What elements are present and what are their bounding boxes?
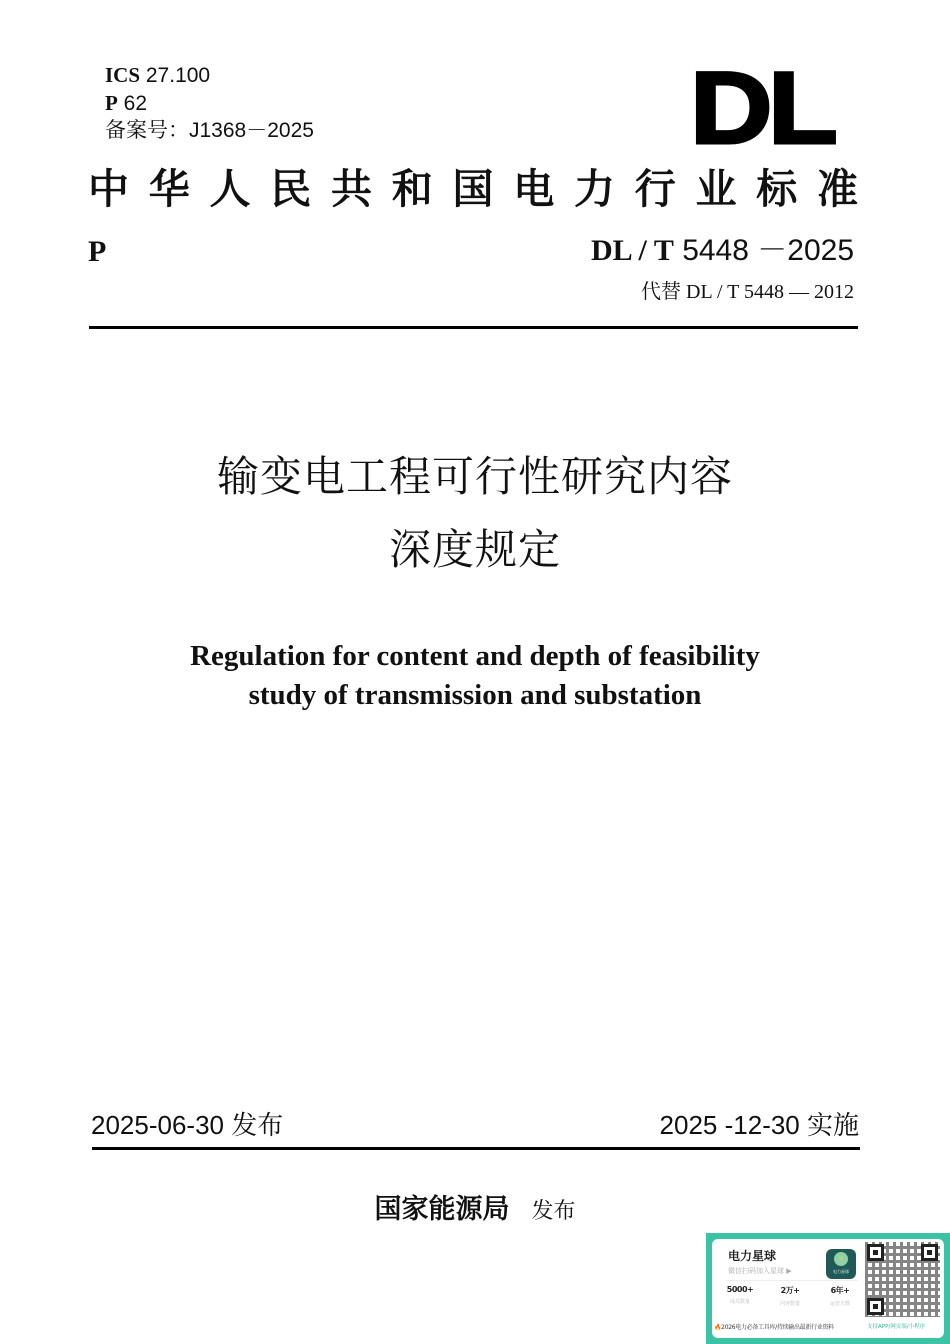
- stat-days: [818, 1285, 862, 1307]
- promo-card-body: [712, 1239, 944, 1338]
- title-char: 力: [574, 165, 615, 213]
- title-char: 华: [148, 165, 190, 213]
- effective-date: 2025 -12-30 实施: [659, 1110, 859, 1140]
- qr-finder-icon: [867, 1244, 884, 1261]
- title-char: 人: [209, 165, 251, 213]
- ics-value: 27.100: [145, 64, 211, 87]
- class-code: [105, 90, 147, 117]
- filing-number: [105, 118, 314, 144]
- classification-letter: P: [88, 235, 107, 268]
- title-char: 准: [817, 165, 858, 213]
- replaces-standard: 代替 DL / T 5448 — 2012: [641, 281, 854, 303]
- title-char: 行: [634, 165, 676, 213]
- title-char: 国: [452, 165, 494, 213]
- standard-code: 5448 －2025: [682, 234, 854, 267]
- stat-label: 运营天数: [829, 1301, 850, 1307]
- qr-finder-icon: [921, 1244, 938, 1261]
- top-divider: [89, 326, 858, 329]
- fire-icon: 🔥: [714, 1324, 722, 1331]
- stat-value: 5000+: [726, 1285, 754, 1294]
- title-char: 业: [695, 165, 737, 213]
- title-zh-line2: 深度规定: [388, 525, 561, 574]
- industry-standard-title: [88, 163, 858, 215]
- promo-name: 电力星球: [728, 1249, 777, 1263]
- stat-value: 6年+: [830, 1286, 850, 1295]
- standard-number: [591, 232, 854, 270]
- promo-footer: [714, 1322, 834, 1331]
- title-char: 中: [88, 165, 129, 213]
- app-icon-label: 电力星球: [833, 1269, 849, 1274]
- standard-prefix: DL / T: [591, 234, 674, 267]
- class-value: 62: [123, 92, 148, 115]
- publisher-action: 发布: [531, 1199, 576, 1224]
- qr-code[interactable]: [865, 1242, 940, 1317]
- filing-label: 备案号：: [105, 119, 189, 142]
- title-char: 共: [331, 165, 372, 213]
- stat-label: 成员数量: [729, 1299, 750, 1305]
- stat-members: [718, 1285, 762, 1305]
- filing-value: J1368－2025: [189, 119, 314, 142]
- title-en-line1: Regulation for content and depth of feasibility: [190, 640, 760, 672]
- ics-code: [105, 62, 210, 89]
- promo-support: 支持APP/网页端/小程序: [867, 1324, 926, 1330]
- publisher-org: 国家能源局: [374, 1194, 510, 1225]
- stat-value: 2万+: [780, 1286, 800, 1295]
- title-en-line2: study of transmission and substation: [248, 679, 702, 711]
- title-zh-line1: 输变电工程可行性研究内容: [216, 452, 733, 501]
- promo-card[interactable]: [706, 1233, 950, 1344]
- dl-logo: DL: [690, 51, 834, 165]
- lightning-icon: ⚡: [834, 1252, 848, 1266]
- publisher: [0, 1190, 950, 1230]
- stat-label: 内容数量: [779, 1301, 800, 1307]
- title-char: 民: [270, 165, 312, 213]
- title-char: 和: [391, 165, 433, 213]
- ics-label: ICS: [105, 63, 141, 87]
- stat-content: [768, 1285, 812, 1307]
- title-char: 标: [756, 165, 798, 213]
- app-icon: [826, 1249, 856, 1279]
- issue-date: 2025-06-30 发布: [91, 1110, 284, 1140]
- class-label: P: [105, 91, 118, 115]
- bottom-divider: [92, 1147, 860, 1150]
- promo-footer-text: 2026电力必备工具库/持续输出最新行业资料: [721, 1324, 834, 1331]
- title-char: 电: [513, 165, 555, 213]
- qr-finder-icon: [867, 1298, 884, 1315]
- promo-subtitle[interactable]: 微信扫码加入星球 ▶: [728, 1267, 792, 1275]
- promo-divider: [726, 1280, 858, 1281]
